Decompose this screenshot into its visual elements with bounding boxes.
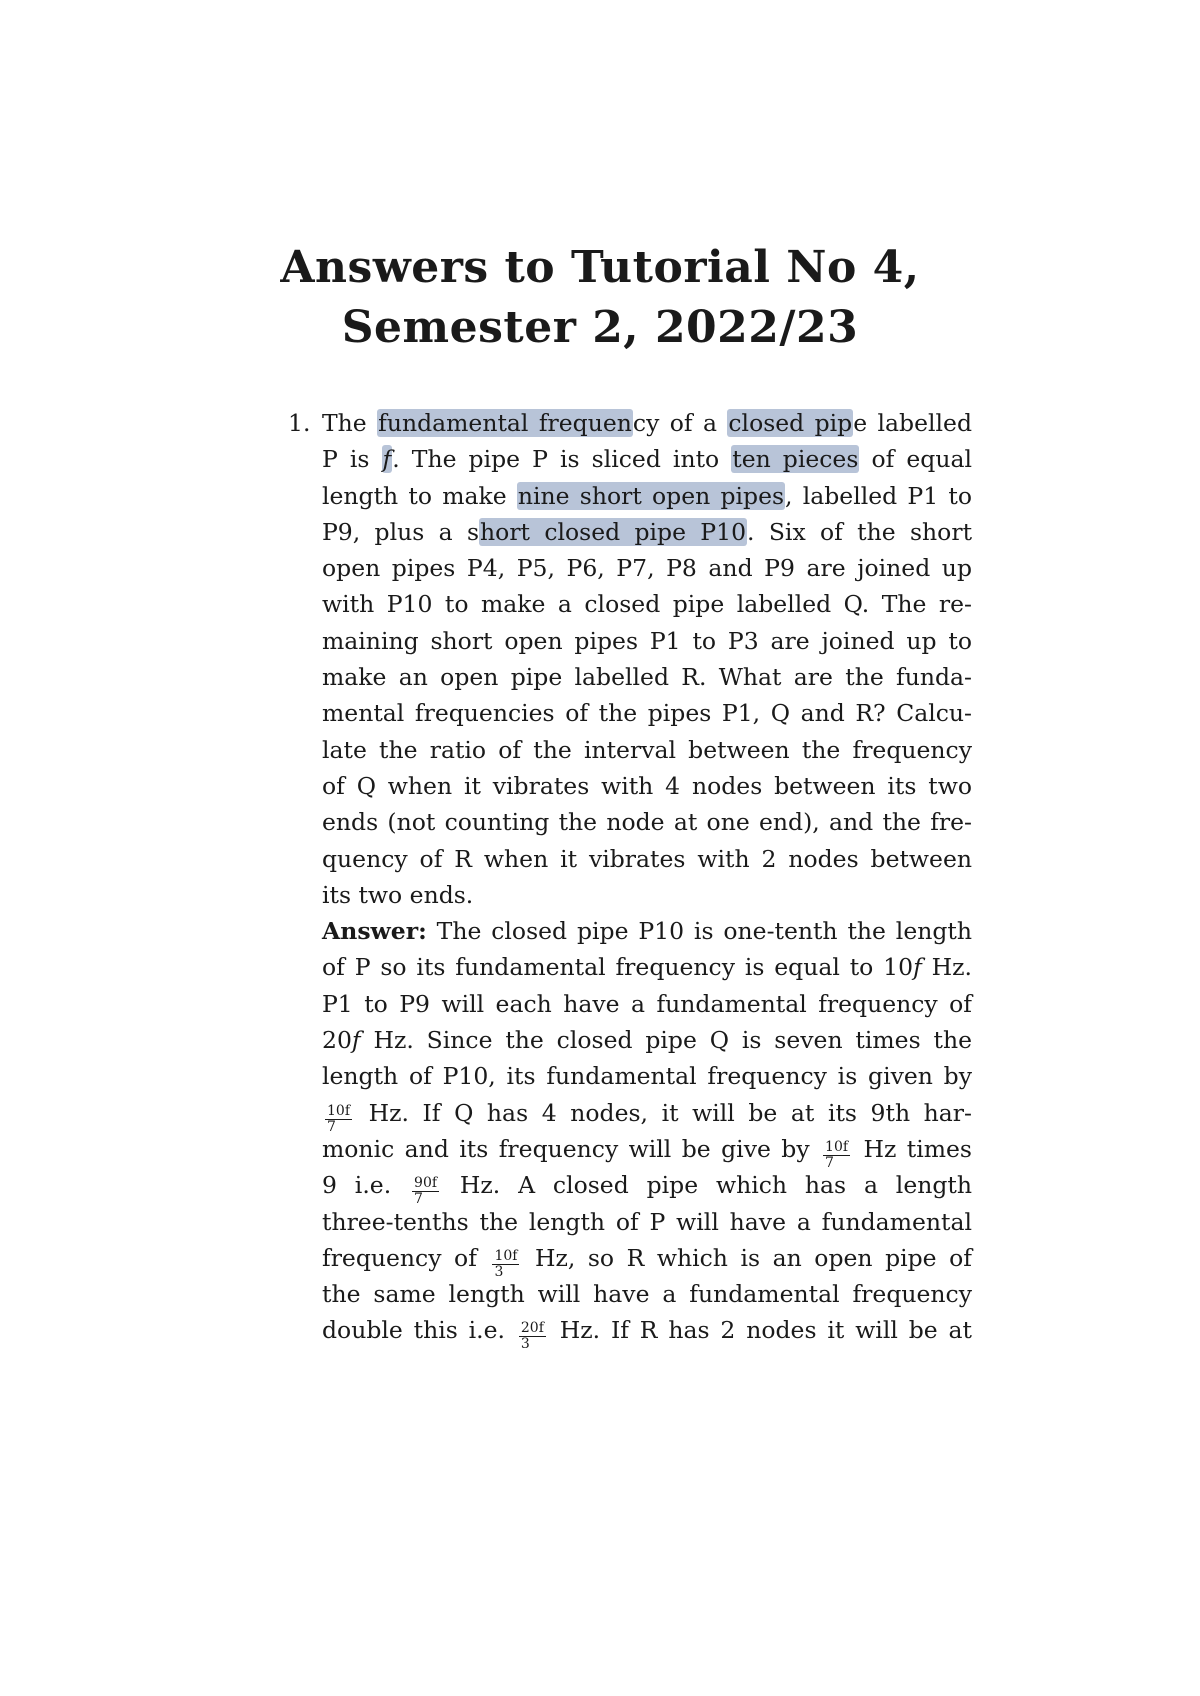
fraction-numerator: 10f — [327, 1102, 350, 1119]
question-line: P is f. The pipe P is sliced into ten pieces of equal — [322, 445, 972, 474]
answer-text: 20 — [322, 1026, 352, 1055]
question-line: mental frequencies of the pipes P1, Q and R? Calcu- — [322, 699, 972, 728]
answer-line: three-tenths the length of P will have a fundamental — [322, 1207, 972, 1236]
answer-text: of P so its fundamental frequency is equal to 10 — [322, 953, 914, 982]
question-line: P9, plus a short closed pipe P10. Six of the short — [322, 517, 973, 546]
answer-text: Hz. If Q has 4 nodes, it will be at its 9th har- — [355, 1098, 972, 1127]
answer-label: Answer: — [322, 917, 427, 946]
question-line: length to make nine short open pipes, labelled P1 to — [322, 481, 972, 510]
answer-text: Hz, so R which is an open pipe of — [522, 1243, 972, 1272]
title-line-1: Answers to Tutorial No 4, — [280, 242, 920, 293]
question-line: open pipes P4, P5, P6, P7, P8 and P9 are joined up — [322, 554, 972, 583]
answer-line: the same length will have a fundamental frequency — [322, 1280, 972, 1309]
page-title — [0, 238, 1200, 358]
answer-text: double this i.e. — [322, 1316, 516, 1345]
question-line: quency of R when it vibrates with 2 nodes between — [322, 844, 972, 873]
answer-line: length of P10, its fundamental frequency is given by — [322, 1062, 972, 1091]
highlight: fundamental frequen — [378, 409, 632, 437]
fraction-denominator: 7 — [327, 1118, 336, 1135]
answer-line — [322, 1167, 972, 1208]
question-number: 1. — [288, 409, 311, 437]
math-variable: f — [351, 1026, 361, 1055]
fraction-numerator: 90f — [414, 1175, 438, 1192]
highlight: hort closed pipe P10 — [480, 517, 747, 546]
answer-text: 9 i.e. — [322, 1171, 410, 1200]
fraction-denominator: 3 — [494, 1263, 504, 1280]
highlight: f — [382, 445, 392, 474]
question-line: with P10 to make a closed pipe labelled Q. The re- — [322, 590, 972, 619]
question-line: late the ratio of the interval between the frequency — [322, 735, 972, 764]
answer-line — [322, 1131, 972, 1171]
answer-text: monic and its frequency will be give by — [322, 1134, 821, 1163]
fraction — [519, 1321, 546, 1352]
answer-line: P1 to P9 will each have a fundamental frequency of — [322, 989, 972, 1018]
highlight: closed pip — [728, 409, 853, 437]
math-variable: f — [913, 953, 922, 982]
fraction-denominator: 7 — [825, 1154, 834, 1171]
fraction-numerator: 10f — [825, 1138, 849, 1155]
question-line: The fundamental frequency of a closed pipe labelled — [322, 409, 972, 437]
answer-line — [322, 949, 972, 985]
fraction — [325, 1104, 352, 1135]
answer-text: Hz times — [853, 1134, 972, 1163]
answer-text: Hz. — [921, 953, 972, 982]
answer-text: Hz. A closed pipe which has a length — [442, 1171, 972, 1200]
answer-line — [322, 913, 972, 949]
fraction-denominator: 7 — [414, 1191, 423, 1208]
title-line-2: Semester 2, 2022/23 — [341, 302, 859, 353]
question-line: make an open pipe labelled R. What are the funda- — [322, 663, 972, 692]
answer-line — [322, 1240, 972, 1280]
fraction-denominator: 3 — [520, 1336, 530, 1353]
question-line: ends (not counting the node at one end), and the fre- — [322, 808, 972, 837]
question-line: of Q when it vibrates with 4 nodes between its two — [322, 771, 972, 800]
answer-line — [322, 1095, 972, 1135]
fraction — [412, 1176, 439, 1207]
highlight: nine short open pipes — [517, 481, 785, 510]
highlight: ten pieces — [732, 445, 859, 474]
answer-text: Hz. If R has 2 nodes it will be at — [548, 1316, 972, 1345]
answer-text: Hz. Since the closed pipe Q is seven times the — [360, 1026, 972, 1055]
question-line: its two ends. — [322, 880, 474, 909]
question-body — [322, 405, 973, 1353]
answer-line — [322, 1022, 972, 1058]
question-line: maining short open pipes P1 to P3 are joined up to — [322, 626, 972, 655]
answer-text: frequency of — [322, 1243, 490, 1272]
answer-text: The closed pipe P10 is one-tenth the length — [436, 917, 972, 946]
fraction-numerator: 20f — [520, 1320, 544, 1337]
answer-line — [322, 1312, 972, 1353]
fraction-numerator: 10f — [494, 1247, 518, 1264]
